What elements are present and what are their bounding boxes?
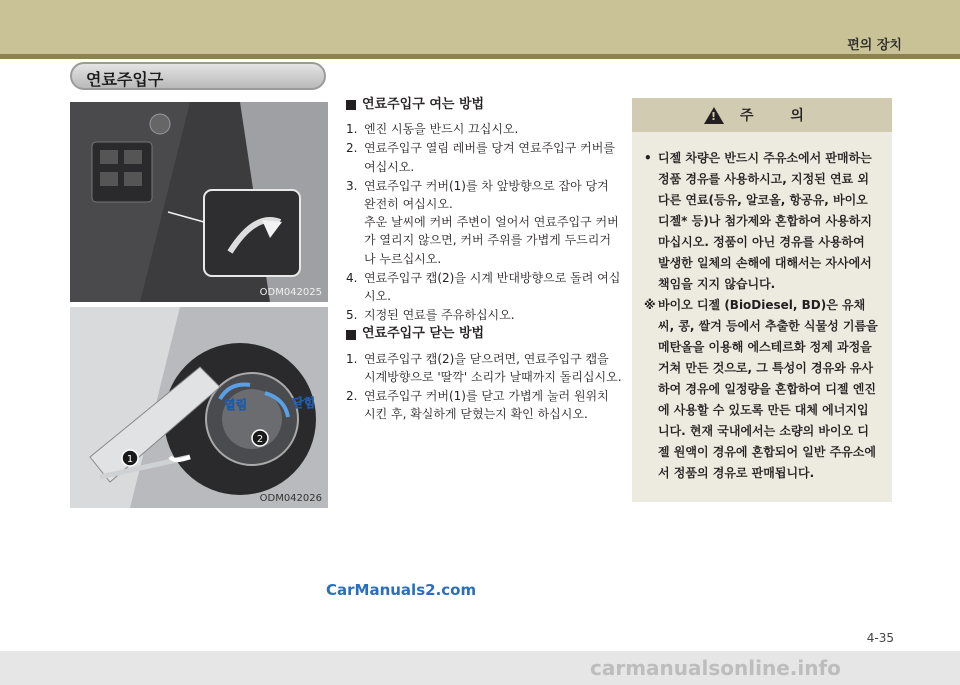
step-number: 2. (346, 389, 358, 404)
caution-body (632, 132, 892, 484)
step-number: 1. (346, 122, 358, 137)
step-number: 5. (346, 308, 358, 323)
photo-code: ODM042026 (259, 493, 322, 504)
bullet-mark: • (644, 151, 652, 165)
step-number: 3. (346, 178, 358, 193)
cap-badge: 2 (256, 434, 264, 445)
step-number: 4. (346, 270, 358, 285)
caution-bullet (644, 148, 878, 295)
list-item (346, 269, 622, 305)
close-heading (346, 325, 622, 343)
open-steps (346, 120, 622, 324)
list-item (346, 139, 622, 175)
close-direction-label: 닫힘 (292, 396, 316, 410)
step-text: 연료주입구 캡(2)을 닫으려면, 연료주입구 캡을 시계방향으로 '딸깍' 소리가 날때까지 돌리십시오. (364, 351, 622, 384)
list-item (346, 306, 622, 324)
cover-badge: 1 (126, 454, 134, 465)
chapter-title: 편의 장치 (847, 38, 902, 53)
note-mark: ※ (644, 298, 656, 312)
close-steps (346, 350, 622, 424)
photo-code: ODM042025 (259, 287, 322, 298)
square-bullet-icon (346, 100, 356, 110)
instructions-column (346, 96, 622, 424)
open-heading (346, 96, 622, 114)
caution-note (644, 295, 878, 484)
square-bullet-icon (346, 330, 356, 340)
section-tab (70, 62, 326, 90)
close-title: 연료주입구 닫는 방법 (362, 326, 485, 342)
step-text: 연료주입구 커버(1)를 닫고 가볍게 눌러 원위치 시킨 후, 확실하게 닫혔는지 확인 하십시오. (364, 389, 609, 422)
fuel-lever-illustration (70, 102, 328, 302)
warning-triangle-icon (704, 107, 724, 124)
step-text: 연료주입구 캡(2)을 시계 반대방향으로 돌려 여십시오. (364, 270, 621, 304)
page-number: 4-35 (866, 631, 894, 645)
step-text: 연료주입구 열림 레버를 당겨 연료주입구 커버를 여십시오. (364, 141, 615, 174)
fuel-cap-illustration (70, 307, 328, 508)
step-number: 1. (346, 351, 358, 366)
caution-bullet-text: 디젤 차량은 반드시 주유소에서 판매하는 정품 경유를 사용하시고, 지정된 연료 외 다른 연료(등유, 알코올, 항공유, 바이오 디젤* 등)나 첨가제와 혼합하여 사용하지 마십시오. 정품이 아닌 경유를 사용하여 발생한 일체의 손해에 대해서는 자사에서 책임을 지지 않습니다. (658, 151, 872, 291)
fuel-cap-photo (70, 307, 328, 508)
caution-note-text: 바이오 디젤 (BioDiesel, BD)은 유채씨, 콩, 쌀겨 등에서 추출한 식물성 기름을 메탄올을 이용해 에스테르화 정제 과정을 거쳐 만든 것으로, 그 특성이 경유와 유사하여 경유에 일정량을 혼합하여 디젤 엔진에 사용할 수 있도록 만든 대체 에너지입니다. 현재 국내에서는 소량의 바이오 디젤 원액이 경유에 혼합되어 일반 주유소에서 정품의 경유로 판매됩니다. (658, 298, 878, 480)
list-item (346, 120, 622, 138)
header-rule (0, 54, 960, 59)
caution-box (632, 98, 892, 502)
open-title: 연료주입구 여는 방법 (362, 97, 485, 112)
step-number: 2. (346, 141, 358, 156)
header-band (0, 0, 960, 54)
step-text: 엔진 시동을 반드시 끄십시오. (364, 122, 519, 137)
watermark-link[interactable]: CarManuals2.com (326, 581, 477, 599)
list-item (346, 350, 622, 386)
section-tab-label: 연료주입구 (86, 70, 164, 89)
caution-title: 주 의 (740, 108, 820, 124)
list-item (346, 387, 622, 423)
step-text: 지정된 연료를 주유하십시오. (364, 308, 515, 323)
footer-watermark: carmanualsonline.info (590, 656, 841, 680)
step-text: 연료주입구 커버(1)를 차 앞방향으로 잡아 당겨 완전히 여십시오. (364, 178, 609, 212)
step-note: 추운 날씨에 커버 주변이 얼어서 연료주입구 커버가 열리지 않으면, 커버 주위를 가볍게 두드리거나 누르십시오. (364, 215, 619, 266)
list-item (346, 177, 622, 268)
fuel-lever-photo (70, 102, 328, 302)
caution-header (632, 98, 892, 132)
open-direction-label: 열림 (224, 398, 248, 412)
